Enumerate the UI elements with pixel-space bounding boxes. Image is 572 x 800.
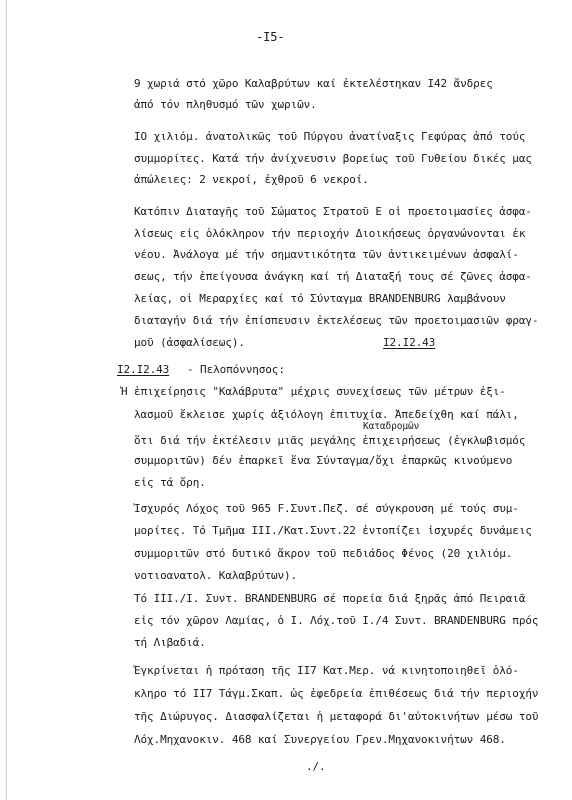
text-line: τῆς Διώρυγος. Διασφαλίζεται ἡ μεταφορά δι'αὐτοκινήτων μέσω τοῦ: [134, 710, 539, 723]
date-heading: I2.I2.43: [383, 336, 436, 349]
text-line: Ἐγκρίνεται ἡ πρόταση τῆς II7 Κατ.Μερ. νά κινητοποιηθεῖ ὁλό-: [134, 664, 519, 677]
text-line: λασμοῦ ἔκλεισε χωρίς ἀξιόλογη ἐπιτυχία. Ἀπεδείχθη καί πάλι,: [134, 408, 519, 421]
text-line: νοτιοανατολ. Καλαβρύτων).: [134, 569, 298, 582]
text-line: τή Λιβαδιά.: [134, 636, 206, 649]
text-line: Ἡ ἐπιχείρησις "Καλάβρυτα" μέχρις συνεχίσεως τῶν μέτρων ἐξι-: [121, 385, 506, 398]
text-line: μοῦ (ἀσφαλίσεως).: [134, 336, 245, 349]
text-line: διαταγήν διά τήν ἐπίσπευσιν ἐκτελέσεως τῶν προετοιμασιῶν φραγ-: [134, 314, 539, 327]
text-line: IO χιλιόμ. ἀνατολικῶς τοῦ Πύργου ἀνατίναξις Γεφύρας ἀπό τούς: [134, 130, 526, 143]
text-line: κληρο τό II7 Τάγμ.Σκαπ. ὡς ἐφεδρεία ἐπιθέσεως διά τήν περιοχήν: [134, 687, 539, 700]
text-line: νέου. Ἀνάλογα μέ τήν σημαντικότητα τῶν ἀντικειμένων ἀσφαλί-: [134, 248, 519, 261]
text-line: Ἰσχυρός Λόχος τοῦ 965 F.Συντ.Πεζ. σέ σύγκρουση μέ τούς συμ-: [134, 502, 519, 515]
text-line: σεως, τήν ἐπείγουσα ἀνάγκη καί τή Διαταξή τους σέ ζῶνες ἀσφα-: [134, 270, 532, 283]
page-number: -I5-: [256, 30, 285, 44]
text-line: εἰς τά ὄρη.: [134, 476, 206, 489]
text-line: - Πελοπόννησος:: [187, 363, 285, 376]
text-line: 9 χωριά στό χῶρο Καλαβρύτων καί ἐκτελέστηκαν I42 ἄνδρες: [134, 77, 493, 90]
text-line: Τό III./I. Συντ. BRANDENBURG σέ πορεία διά ξηρᾶς ἀπό Πειραιᾶ: [134, 592, 526, 605]
text-line: εἰς τόν χῶρον Λαμίας, ὁ I. Λόχ.τοῦ I./4 Συντ. BRANDENBURG πρός: [134, 614, 539, 627]
text-line: συμμοριτῶν στό δυτικό ἄκρον τοῦ πεδιάδος Φένος (20 χιλιόμ.: [134, 547, 513, 560]
text-line: συμμορίτες. Κατά τήν ἀνίχνευσιν βορείως τοῦ Γυθείου δικές μας: [134, 152, 532, 165]
text-line: ἀπώλειες: 2 νεκροί, ἐχθροῦ 6 νεκροί.: [134, 173, 369, 186]
text-line: μορίτες. Τό Τμῆμα III./Κατ.Συντ.22 ἐντοπίζει ἰσχυρές δυνάμεις: [134, 524, 532, 537]
text-line: ὅτι διά τήν ἐκτέλεσιν μιᾶς μεγάλης ἐπιχειρήσεως (ἐγκλωβισμός: [134, 434, 526, 447]
date-heading: I2.I2.43: [117, 363, 170, 376]
text-line: Λόχ.Μηχανοκιν. 468 καί Συνεργείου Γρεν.Μηχανοκινήτων 468.: [134, 733, 506, 746]
text-line: λίσεως εἰς ὁλόκληρον τήν περιοχήν Διοικήσεως ὀργανώνονται ἐκ: [134, 227, 526, 240]
text-line: Κατόπιν Διαταγῆς τοῦ Σώματος Στρατοῦ Ε οἱ προετοιμασίες ἀσφα-: [134, 205, 532, 218]
text-line: λείας, οἱ Μεραρχίες καί τό Σύνταγμα BRANDENBURG λαμβάνουν: [134, 292, 506, 305]
text-line: ἀπό τόν πληθυσμό τῶν χωριῶν.: [134, 98, 317, 111]
interlinear-insertion: Καταδρομῶν: [363, 421, 420, 432]
text-line: ./.: [306, 760, 326, 773]
text-line: συμμοριτῶν) δέν ἐπαρκεῖ ἕνα Σύνταγμα/ὄχι ἐπαρκῶς κινούμενο: [134, 454, 513, 467]
